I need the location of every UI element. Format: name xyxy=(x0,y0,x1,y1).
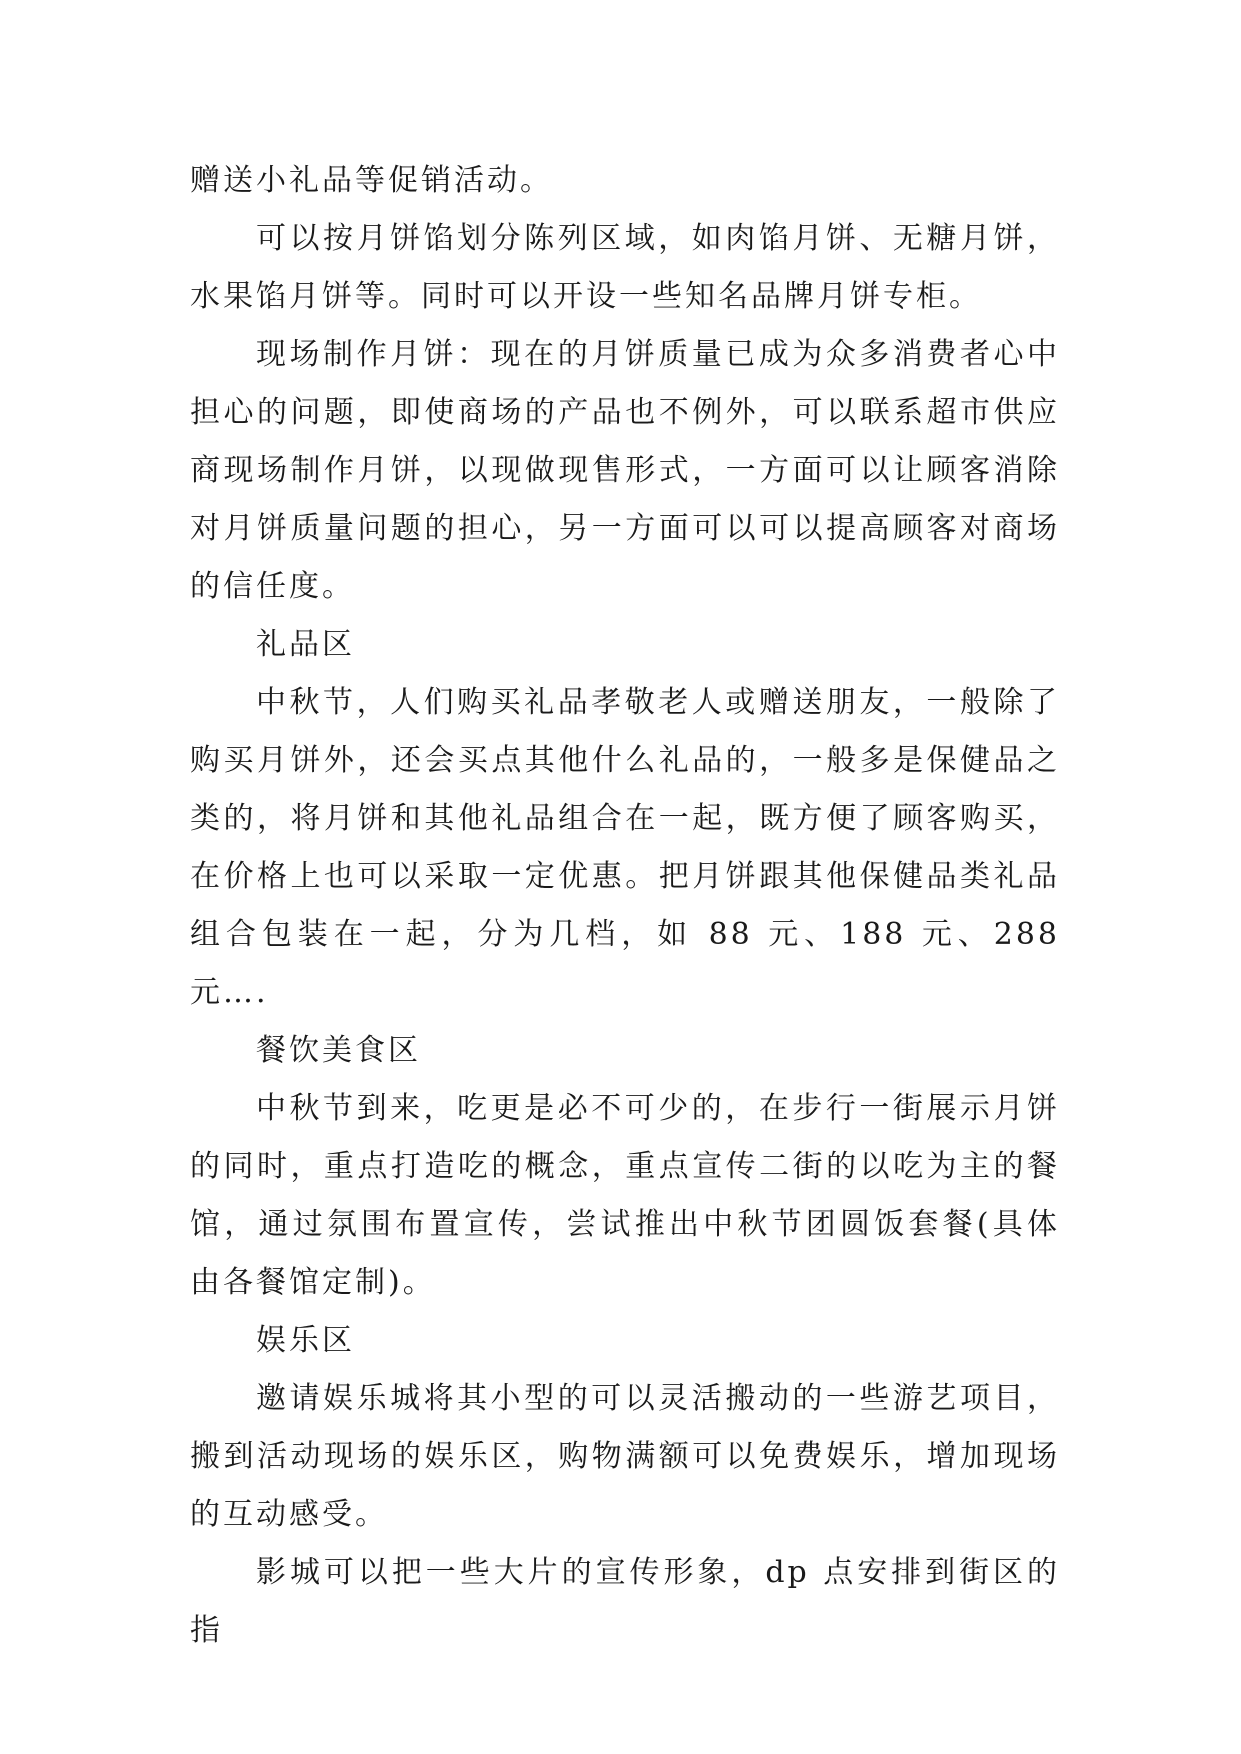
paragraph-display-zones: 可以按月饼馅划分陈列区域，如肉馅月饼、无糖月饼，水果馅月饼等。同时可以开设一些知名品牌月饼专柜。 xyxy=(190,221,1060,314)
section-heading-food-zone: 餐饮美食区 xyxy=(256,1033,421,1068)
paragraph-continued: 赠送小礼品等促销活动。 xyxy=(190,163,553,198)
section-heading-entertainment-zone: 娱乐区 xyxy=(256,1323,355,1358)
paragraph-entertainment-zone: 邀请娱乐城将其小型的可以灵活搬动的一些游艺项目，搬到活动现场的娱乐区，购物满额可以免费娱乐，增加现场的互动感受。 xyxy=(190,1381,1060,1532)
paragraph-food-zone: 中秋节到来，吃更是必不可少的，在步行一街展示月饼的同时，重点打造吃的概念，重点宣传二街的以吃为主的餐馆，通过氛围布置宣传，尝试推出中秋节团圆饭套餐(具体由各餐馆定制)。 xyxy=(190,1091,1060,1300)
paragraph-onsite-production: 现场制作月饼：现在的月饼质量已成为众多消费者心中担心的问题，即使商场的产品也不例外，可以联系超市供应商现场制作月饼，以现做现售形式，一方面可以让顾客消除对月饼质量问题的担心，另一方面可以可以提高顾客对商场的信任度。 xyxy=(190,337,1060,604)
document-page xyxy=(190,152,1060,1660)
section-heading-gift-zone: 礼品区 xyxy=(256,627,355,662)
paragraph-gift-zone: 中秋节，人们购买礼品孝敬老人或赠送朋友，一般除了购买月饼外，还会买点其他什么礼品的，一般多是保健品之类的，将月饼和其他礼品组合在一起，既方便了顾客购买，在价格上也可以采取一定优惠。把月饼跟其他保健品类礼品组合包装在一起，分为几档，如 88 元、188 元、288 元…. xyxy=(190,685,1060,1010)
paragraph-cinema: 影城可以把一些大片的宣传形象，dp 点安排到街区的指 xyxy=(190,1555,1060,1648)
